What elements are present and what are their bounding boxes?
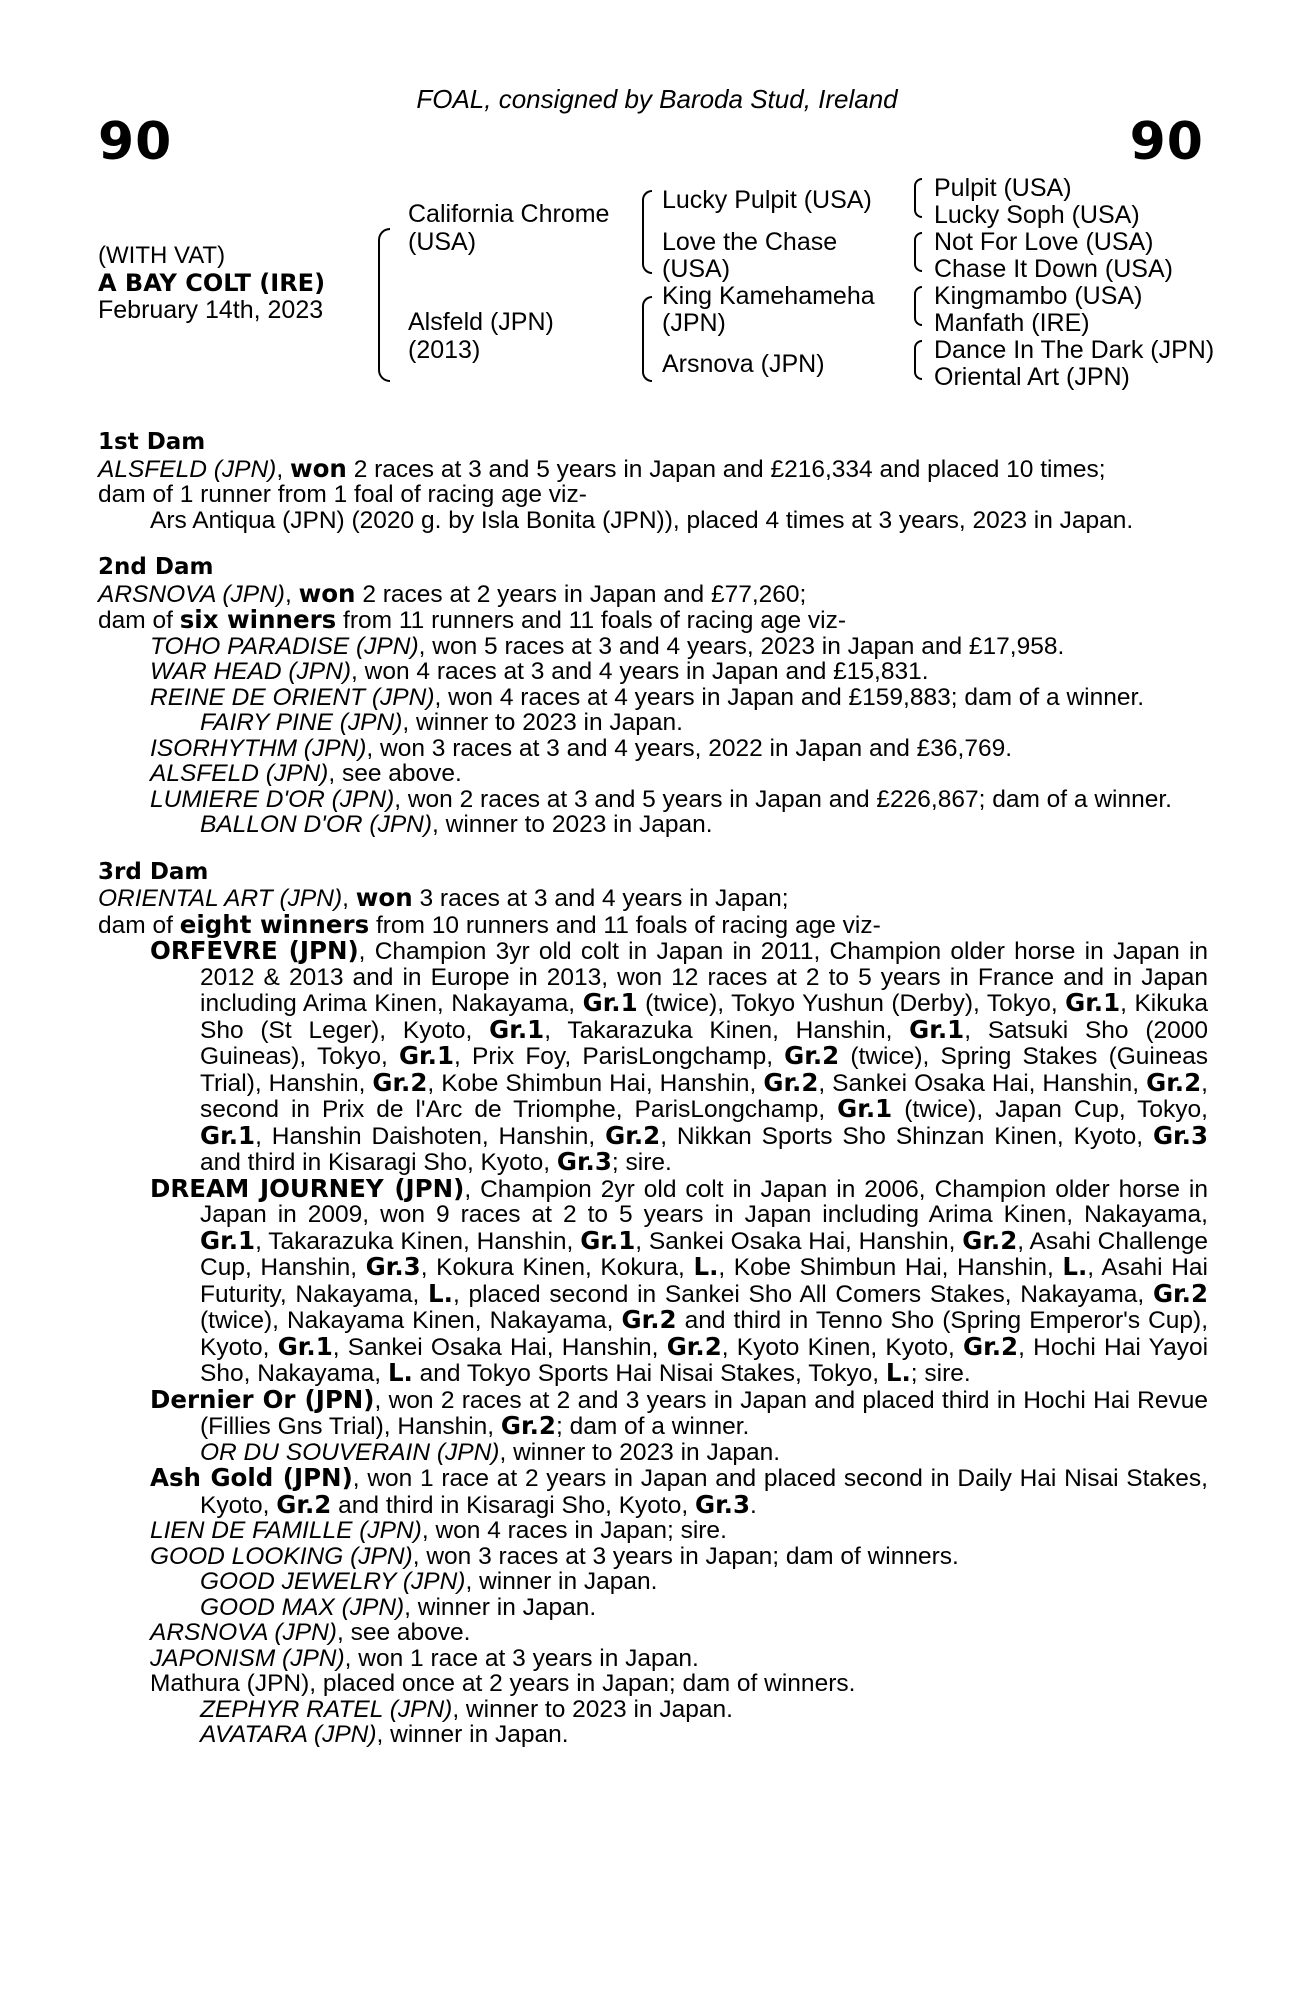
offspring-name: OR DU SOUVERAIN (JPN) [200, 1438, 500, 1466]
pedigree-brace-dam [642, 296, 652, 340]
grade: Gr.1 [200, 1120, 256, 1150]
t: , Takarazuka Kinen, Hanshin, [544, 1016, 910, 1044]
grand-offspring-entry [98, 1722, 1208, 1748]
record-text: 2 races at 3 and 5 years in Japan and £216,334 and placed 10 times; [346, 455, 1106, 483]
sire-country: (USA) [408, 228, 477, 256]
pedigree-brace-g3-2 [914, 232, 922, 252]
ped-g3-4: Chase It Down (USA) [934, 255, 1173, 283]
first-dam-heading: 1st Dam [98, 429, 206, 455]
grade: Gr.2 [763, 1067, 819, 1097]
pedigree-brace-main-lower [378, 304, 390, 382]
t: , second in Prix de l'Arc de Triomphe, ParisLongchamp, [200, 1069, 1208, 1123]
grand-offspring-entry [98, 1697, 1208, 1723]
t: , Asahi Challenge Cup, Hanshin, [200, 1227, 1208, 1281]
sire-dam-line1: Love the Chase [662, 228, 838, 256]
catalogue-body [98, 430, 1208, 1748]
offspring-mathura: Mathura (JPN), placed once at 2 years in Japan; dam of winners. [150, 1670, 856, 1697]
t: , Champion 3yr old colt in Japan in 2011, Champion older horse in Japan in 2012 & 2013 and in Europe in 2013, won 12 races at 2 to 5 years in France and in Japan including Arima Kinen, Nakayama, [200, 938, 1209, 1017]
pedigree-brace-g3-4b [914, 358, 922, 380]
t: (twice), Tokyo Yushun (Derby), Tokyo, [637, 990, 1066, 1017]
dam-sire-line1: King Kamehameha [662, 282, 875, 310]
t: and third in Tenno Sho (Spring Emperor's Cup), Kyoto, [200, 1307, 1209, 1361]
offspring-name: Dernier Or (JPN) [150, 1384, 375, 1414]
won-label: won [289, 453, 347, 483]
t: , won 1 race at 2 years in Japan and placed second in Daily Hai Nisai Stakes, Kyoto, [200, 1465, 1208, 1519]
offspring-name: BALLON D'OR (JPN) [200, 811, 433, 838]
offspring-text: , winner in Japan. [404, 1593, 597, 1621]
offspring-entry [98, 1646, 1208, 1672]
offspring-entry [98, 787, 1208, 813]
t: ; sire. [611, 1149, 672, 1176]
pedigree-brace-g3-3b [914, 304, 922, 326]
offspring-text: , winner in Japan. [465, 1568, 658, 1595]
lot-number-right: 90 [1129, 112, 1204, 172]
grand-offspring-entry [98, 710, 1208, 736]
offspring-text: , won 4 races at 3 and 4 years in Japan and £15,831. [351, 658, 929, 685]
grade: Gr.2 [500, 1411, 556, 1440]
produce-text: from 11 runners and 11 foals of racing age viz- [336, 607, 847, 634]
produce-text: dam of [98, 911, 180, 939]
offspring-entry [98, 659, 1208, 685]
t: , Satsuki Sho (2000 Guineas), Tokyo, [200, 1016, 1208, 1070]
winners-count: eight winners [179, 909, 370, 939]
vat-note: (WITH VAT) [98, 242, 226, 269]
offspring-entry [98, 1518, 1208, 1544]
offspring-name: ARSNOVA (JPN) [150, 1619, 337, 1646]
pedigree-brace-g3-2b [914, 250, 922, 272]
offspring-entry [98, 761, 1208, 787]
offspring-text: , winner to 2023 in Japan. [432, 811, 713, 838]
record-text: 3 races at 3 and 4 years in Japan; [412, 885, 789, 912]
t: , Kikuka Sho (St Leger), Kyoto, [200, 990, 1208, 1044]
first-dam-offspring: Ars Antiqua (JPN) (2020 g. by Isla Bonita (JPN)), placed 4 times at 3 years, 2023 in Japan. [150, 506, 1134, 534]
t: , Sankei Osaka Hai, Hanshin, [818, 1069, 1147, 1097]
offspring-name: FAIRY PINE (JPN) [200, 709, 403, 736]
sire-dam-line2: (USA) [662, 255, 731, 283]
t: , Champion 2yr old colt in Japan in 2006, Champion older horse in Japan in 2009, won 9 races at 2 to 5 years in Japan including Arima Kinen, Nakayama, [200, 1175, 1208, 1228]
grade: Gr.2 [963, 1331, 1019, 1361]
offspring-name: ORFEVRE (JPN) [150, 936, 359, 965]
grade: Gr.2 [1152, 1278, 1208, 1308]
sire-sire: Lucky Pulpit (USA) [662, 186, 872, 214]
grade: Gr.3 [1152, 1120, 1208, 1150]
first-dam-record: ALSFELD (JPN), won 2 races at 3 and 5 years in Japan and £216,334 and placed 10 times; [98, 453, 1106, 483]
t: , Kokura Kinen, Kokura, [420, 1254, 694, 1281]
pedigree-brace-main [378, 228, 390, 306]
offspring-dernier-or [98, 1384, 1208, 1440]
grade: L. [1062, 1252, 1088, 1281]
grade: Gr.3 [365, 1252, 421, 1281]
third-dam-record: ORIENTAL ART (JPN), won 3 races at 3 and 4 years in Japan; [98, 883, 789, 912]
grade: Gr.1 [909, 1014, 965, 1044]
grand-offspring-entry [98, 1440, 1208, 1466]
offspring-entry [98, 1620, 1208, 1646]
pedigree-brace-g3-4 [914, 340, 922, 360]
grade: Gr.3 [694, 1489, 751, 1519]
ped-g3-8: Oriental Art (JPN) [934, 363, 1130, 391]
offspring-name: ISORHYTHM (JPN) [150, 734, 367, 762]
offspring-name: AVATARA (JPN) [200, 1721, 377, 1748]
offspring-name: DREAM JOURNEY (JPN) [150, 1173, 465, 1203]
grade: Gr.1 [582, 988, 638, 1017]
offspring-entry [98, 634, 1208, 660]
grade: Gr.1 [277, 1331, 333, 1361]
winners-count: six winners [179, 605, 337, 634]
first-dam-produce: dam of 1 runner from 1 foal of racing age viz- [98, 481, 587, 508]
offspring-name: LIEN DE FAMILLE (JPN) [150, 1517, 422, 1544]
ped-g3-5: Kingmambo (USA) [934, 282, 1143, 310]
second-dam-record: ARSNOVA (JPN), won 2 races at 2 years in Japan and £77,260; [98, 578, 807, 608]
grade: L. [885, 1358, 911, 1387]
t: , Takarazuka Kinen, Hanshin, [255, 1227, 581, 1255]
offspring-name: GOOD JEWELRY (JPN) [200, 1568, 466, 1595]
lot-number-left: 90 [98, 112, 173, 172]
pedigree-brace-sire-lower [642, 230, 652, 274]
pedigree-brace-g3-3 [914, 286, 922, 306]
offspring-name: REINE DE ORIENT (JPN) [150, 683, 435, 711]
ped-g3-1: Pulpit (USA) [934, 174, 1072, 202]
t: and Tokyo Sports Hai Nisai Stakes, Tokyo, [412, 1360, 886, 1387]
second-dam-produce [98, 607, 1208, 634]
grade: Gr.1 [398, 1041, 454, 1070]
grade: Gr.2 [372, 1067, 428, 1097]
offspring-name: JAPONISM (JPN) [150, 1644, 345, 1672]
pedigree-brace-dam-lower [642, 338, 652, 382]
sire-name: California Chrome [408, 200, 610, 228]
horse-name: A BAY COLT (IRE) [98, 269, 326, 297]
t: , Hochi Hai Yayoi Sho, Nakayama, [200, 1333, 1209, 1387]
grade: Gr.2 [962, 1225, 1018, 1255]
offspring-entry [98, 1544, 1208, 1570]
t: , Prix Foy, ParisLongchamp, [454, 1043, 785, 1070]
offspring-text: , won 3 races at 3 and 4 years, 2022 in Japan and £36,769. [366, 734, 1013, 762]
second-dam-heading: 2nd Dam [98, 554, 214, 580]
t: , Sankei Osaka Hai, Hanshin, [635, 1227, 963, 1255]
offspring-entry [98, 685, 1208, 711]
grade: Gr.1 [580, 1225, 636, 1255]
third-dam-produce [98, 909, 1208, 939]
offspring-text: , won 5 races at 3 and 4 years, 2023 in Japan and £17,958. [418, 632, 1065, 660]
t: and third in Kisaragi Sho, Kyoto, [331, 1491, 695, 1519]
offspring-text: , won 3 races at 3 years in Japan; dam of winners. [412, 1542, 959, 1570]
t: , Sankei Osaka Hai, Hanshin, [332, 1333, 667, 1361]
offspring-name: GOOD LOOKING (JPN) [150, 1542, 413, 1570]
offspring-dream-journey [98, 1173, 1209, 1387]
grade: Gr.1 [1065, 988, 1121, 1017]
grade: Gr.2 [666, 1331, 722, 1361]
offspring-name: TOHO PARADISE (JPN) [150, 632, 419, 660]
ped-g3-6: Manfath (IRE) [934, 309, 1090, 337]
offspring-text: , won 1 race at 3 years in Japan. [344, 1644, 699, 1672]
dam-name: Alsfeld (JPN) [408, 308, 554, 336]
pedigree-brace-g3-1b [914, 196, 922, 218]
t: . [750, 1491, 757, 1519]
first-dam-name: ALSFELD (JPN) [98, 455, 277, 483]
t: ; dam of a winner. [555, 1413, 750, 1440]
grade: Gr.3 [556, 1147, 612, 1176]
ped-g3-7: Dance In The Dark (JPN) [934, 336, 1215, 364]
offspring-text: , see above. [336, 1619, 471, 1646]
pedigree-brace-sire [642, 190, 652, 232]
produce-text: dam of [98, 607, 180, 634]
grade: L. [428, 1278, 453, 1308]
t: (twice), Spring Stakes (Guineas Trial), Hanshin, [200, 1043, 1208, 1097]
consignor-line: FOAL, consigned by Baroda Stud, Ireland [416, 84, 898, 114]
t: , won 2 races at 2 and 3 years in Japan and placed third in Hochi Hai Revue (Fillies Gns Trial), Hanshin, [200, 1386, 1208, 1440]
grade: Gr.2 [1146, 1067, 1202, 1097]
ped-g3-2: Lucky Soph (USA) [934, 201, 1140, 229]
third-dam-heading: 3rd Dam [98, 858, 209, 885]
grade: Gr.2 [621, 1305, 677, 1334]
record-text: 2 races at 2 years in Japan and £77,260; [355, 580, 807, 608]
second-dam-name: ARSNOVA (JPN) [98, 580, 285, 608]
foaling-date: February 14th, 2023 [98, 296, 324, 324]
t: , Kobe Shimbun Hai, Hanshin, [427, 1069, 764, 1097]
t: , Nikkan Sports Sho Shinzan Kinen, Kyoto, [660, 1122, 1153, 1150]
offspring-text: , winner to 2023 in Japan. [402, 709, 683, 736]
third-dam-name: ORIENTAL ART (JPN) [98, 885, 343, 912]
t: (twice), Nakayama Kinen, Nakayama, [200, 1307, 622, 1334]
grade: Gr.1 [200, 1225, 256, 1255]
won-label: won [355, 883, 413, 912]
dam-sire-line2: (JPN) [662, 309, 726, 337]
dam-dam: Arsnova (JPN) [662, 350, 825, 378]
grade: Gr.2 [605, 1120, 661, 1150]
offspring-text: , see above. [328, 760, 462, 787]
grand-offspring-entry [98, 812, 1208, 838]
grade: Gr.2 [276, 1489, 332, 1519]
t: , placed second in Sankei Sho All Comers Stakes, Nakayama, [452, 1280, 1153, 1308]
offspring-text: , winner in Japan. [376, 1721, 569, 1748]
t: , Kyoto Kinen, Kyoto, [721, 1333, 964, 1361]
ped-g3-3: Not For Love (USA) [934, 228, 1154, 256]
offspring-text: , winner to 2023 in Japan. [499, 1438, 781, 1466]
grand-offspring-entry [98, 1569, 1208, 1595]
produce-text: from 10 runners and 11 foals of racing age viz- [369, 911, 881, 939]
offspring-text: , winner to 2023 in Japan. [452, 1695, 733, 1723]
offspring-name: ALSFELD (JPN) [150, 760, 329, 787]
t: and third in Kisaragi Sho, Kyoto, [200, 1149, 557, 1176]
offspring-text: , won 4 races in Japan; sire. [421, 1517, 727, 1544]
t: , Asahi Hai Futurity, Nakayama, [200, 1254, 1208, 1308]
dam-year: (2013) [408, 336, 481, 364]
grand-offspring-entry [98, 1595, 1208, 1621]
offspring-ash-gold [98, 1465, 1208, 1518]
offspring-text: , won 2 races at 3 and 5 years in Japan and £226,867; dam of a winner. [394, 785, 1172, 813]
offspring-name: WAR HEAD (JPN) [150, 658, 352, 685]
t: (twice), Japan Cup, Tokyo, [892, 1096, 1208, 1123]
grade: Gr.2 [784, 1041, 840, 1070]
grade: Gr.1 [489, 1014, 545, 1044]
t: , Hanshin Daishoten, Hanshin, [255, 1122, 606, 1150]
offspring-name: Ash Gold (JPN) [150, 1463, 353, 1492]
t: , Kobe Shimbun Hai, Hanshin, [718, 1254, 1063, 1281]
grade: L. [387, 1358, 413, 1387]
grade: L. [693, 1252, 719, 1281]
pedigree-brace-g3-1 [914, 178, 922, 198]
grade: Gr.1 [837, 1094, 893, 1123]
offspring-name: LUMIERE D'OR (JPN) [150, 785, 395, 813]
t: ; sire. [910, 1360, 971, 1387]
offspring-name: ZEPHYR RATEL (JPN) [200, 1695, 453, 1723]
offspring-entry [98, 736, 1208, 762]
offspring-text: , won 4 races at 4 years in Japan and £159,883; dam of a winner. [434, 683, 1145, 711]
offspring-name: GOOD MAX (JPN) [200, 1593, 405, 1621]
won-label: won [298, 578, 356, 608]
offspring-orfevre [98, 938, 1208, 1176]
